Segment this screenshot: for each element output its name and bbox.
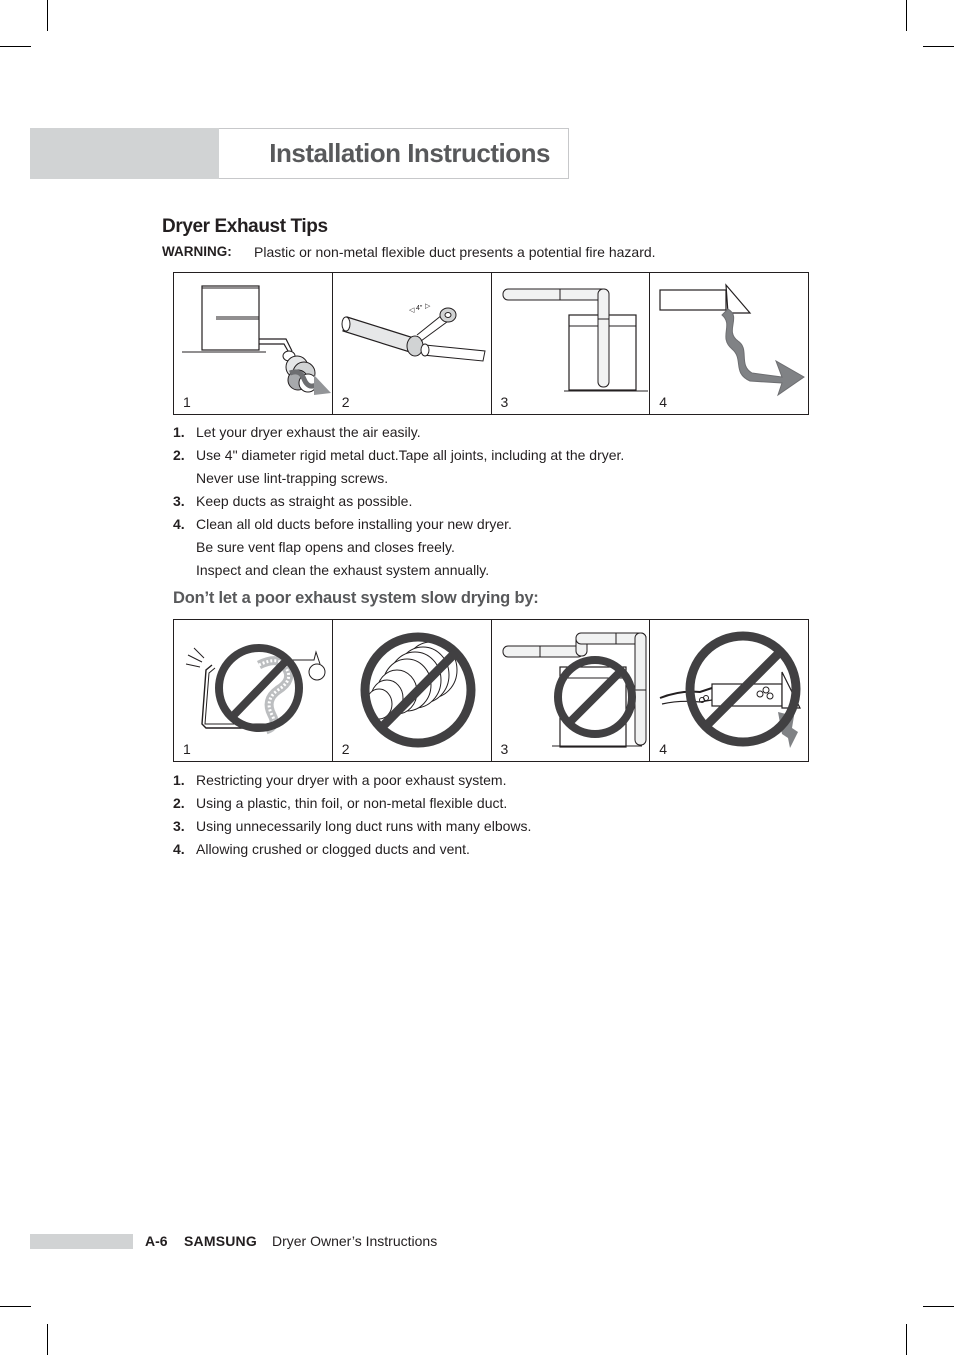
- warning-text: Plastic or non-metal flexible duct presents a potential fire hazard.: [254, 244, 656, 260]
- panel-number: 1: [183, 741, 191, 757]
- item-text: Using unnecessarily long duct runs with many elbows.: [196, 818, 532, 834]
- crop-mark: [923, 46, 954, 47]
- crop-mark: [0, 1306, 31, 1307]
- list-item-continuation: [173, 536, 624, 559]
- page-title: Installation Instructions: [269, 138, 550, 168]
- warning-label: WARNING:: [162, 244, 232, 259]
- crop-mark: [47, 0, 48, 31]
- item-number: 4.: [173, 516, 185, 532]
- crop-mark: [0, 46, 31, 47]
- item-number: 1.: [173, 424, 185, 440]
- crop-mark: [923, 1306, 954, 1307]
- header-gray-block: [30, 128, 219, 179]
- item-number: 3.: [173, 818, 185, 834]
- item-text: Clean all old ducts before installing your new dryer.: [196, 516, 512, 532]
- item-text: Allowing crushed or clogged ducts and vent.: [196, 841, 470, 857]
- bad-panel-3: [492, 620, 651, 761]
- tips-panel-3: [492, 273, 651, 414]
- dryer-vent-exhaust-icon: [174, 273, 332, 414]
- bad-panel-4: [650, 620, 808, 761]
- item-text: Using a plastic, thin foil, or non-metal flexible duct.: [196, 795, 508, 811]
- item-text: Inspect and clean the exhaust system annually.: [196, 562, 490, 578]
- panel-number: 4: [659, 741, 668, 757]
- bad-panel-1: [174, 620, 333, 761]
- item-text: Let your dryer exhaust the air easily.: [196, 424, 421, 440]
- document-title: Dryer Owner’s Instructions: [272, 1233, 438, 1249]
- bad-practices-heading: Don’t let a poor exhaust system slow drying by:: [173, 589, 539, 607]
- svg-text:◁: ◁: [408, 307, 415, 314]
- panel-number: 2: [341, 394, 350, 410]
- tips-panel-4: [650, 273, 808, 414]
- tips-illustration-row: [173, 272, 809, 415]
- list-item: [173, 421, 624, 444]
- svg-text:▷: ▷: [424, 303, 431, 310]
- bad-practices-list: [173, 769, 531, 861]
- clogged-duct-prohibited-icon: [650, 620, 808, 761]
- page-number: A-6: [145, 1233, 168, 1249]
- list-item: [173, 444, 624, 467]
- list-item: [173, 792, 531, 815]
- restricted-exhaust-prohibited-icon: [174, 620, 332, 761]
- list-item: [173, 815, 531, 838]
- tips-panel-1: [174, 273, 333, 414]
- list-item: [173, 838, 531, 861]
- item-number: 4.: [173, 841, 185, 857]
- list-item: [173, 769, 531, 792]
- tips-panel-2: [333, 273, 492, 414]
- list-item: [173, 490, 624, 513]
- panel-number: 3: [500, 741, 509, 757]
- list-item-continuation: [173, 467, 624, 490]
- long-duct-elbows-prohibited-icon: [492, 620, 650, 761]
- crop-mark: [906, 0, 907, 31]
- bad-practices-illustration-row: [173, 619, 809, 762]
- panel-number: 4: [659, 394, 668, 410]
- flexible-foil-duct-prohibited-icon: [333, 620, 491, 761]
- rigid-duct-tape-joint-icon: [333, 273, 491, 414]
- list-item-continuation: [173, 559, 624, 582]
- item-number: 2.: [173, 795, 185, 811]
- bad-panel-2: [333, 620, 492, 761]
- crop-mark: [47, 1324, 48, 1355]
- brand-name: SAMSUNG: [184, 1233, 257, 1249]
- straight-duct-run-icon: [492, 273, 650, 414]
- item-number: 1.: [173, 772, 185, 788]
- panel-number: 1: [183, 394, 191, 410]
- section-title: Dryer Exhaust Tips: [162, 216, 328, 237]
- panel-number: 3: [500, 394, 509, 410]
- item-number: 2.: [173, 447, 185, 463]
- tips-list: [173, 421, 624, 582]
- item-text: Use 4" diameter rigid metal duct.Tape all joints, including at the dryer.: [196, 447, 625, 463]
- crop-mark: [906, 1324, 907, 1355]
- footer-gray-block: [30, 1234, 133, 1249]
- panel-number: 2: [341, 741, 350, 757]
- item-text: Be sure vent flap opens and closes freely.: [196, 539, 455, 555]
- item-text: Never use lint-trapping screws.: [196, 470, 389, 486]
- duct-diameter-label: 4": [415, 305, 423, 312]
- item-text: Keep ducts as straight as possible.: [196, 493, 413, 509]
- item-number: 3.: [173, 493, 185, 509]
- list-item: [173, 513, 624, 536]
- vent-flap-airflow-icon: [650, 273, 808, 414]
- item-text: Restricting your dryer with a poor exhaust system.: [196, 772, 507, 788]
- header-title-box: [219, 128, 569, 179]
